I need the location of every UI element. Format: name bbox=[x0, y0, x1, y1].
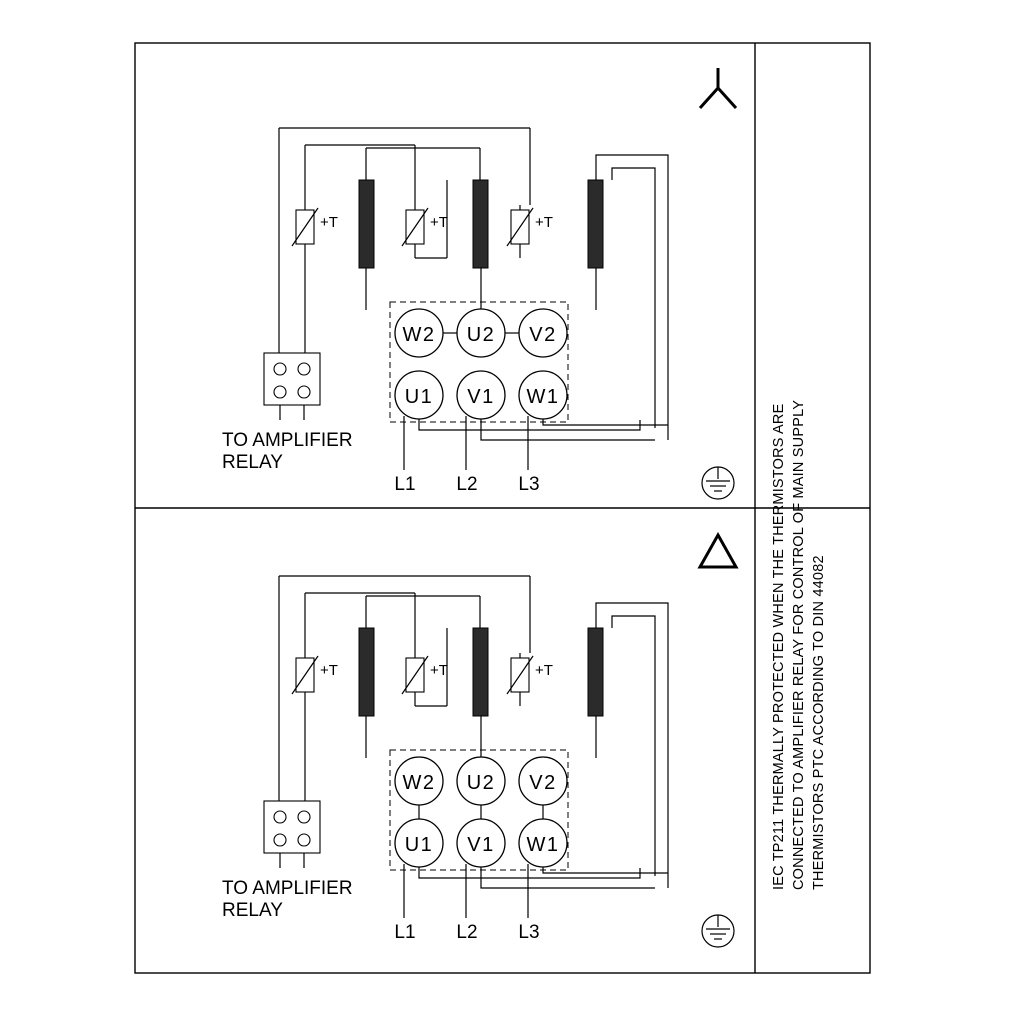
delta-triangle-symbol bbox=[700, 535, 736, 567]
svg-text:+T: +T bbox=[535, 214, 553, 231]
side-note bbox=[771, 400, 827, 890]
amplifier-relay-label-line1: TO AMPLIFIER bbox=[222, 430, 353, 451]
svg-text:W1: W1 bbox=[526, 386, 560, 408]
terminal-U1 bbox=[395, 819, 443, 867]
amplifier-relay-label-line2: RELAY bbox=[222, 900, 283, 921]
supply-lines bbox=[394, 864, 668, 943]
terminal-U1 bbox=[395, 371, 443, 419]
amplifier-relay-label-line1: TO AMPLIFIER bbox=[222, 878, 353, 899]
svg-text:L2: L2 bbox=[456, 474, 478, 495]
svg-text:+T: +T bbox=[430, 214, 448, 231]
svg-text:V2: V2 bbox=[529, 772, 557, 794]
winding-3 bbox=[588, 603, 668, 888]
earth-ground-icon bbox=[702, 915, 734, 947]
svg-text:V2: V2 bbox=[529, 324, 557, 346]
terminal-block-4-pin bbox=[264, 353, 320, 420]
terminal-V2 bbox=[519, 757, 567, 805]
thermistor-2 bbox=[402, 208, 448, 246]
svg-text:W2: W2 bbox=[402, 772, 436, 794]
side-note-line-1: IEC TP211 THERMALLY PROTECTED WHEN THE THERMISTORS ARE bbox=[771, 403, 787, 890]
svg-text:+T: +T bbox=[535, 662, 553, 679]
svg-text:L3: L3 bbox=[518, 474, 540, 495]
svg-text:L1: L1 bbox=[394, 474, 416, 495]
svg-text:W1: W1 bbox=[526, 834, 560, 856]
terminal-V1 bbox=[457, 371, 505, 419]
svg-text:+T: +T bbox=[320, 662, 338, 679]
terminal-V1 bbox=[457, 819, 505, 867]
svg-text:U2: U2 bbox=[466, 324, 496, 346]
svg-text:V1: V1 bbox=[467, 834, 495, 856]
amplifier-relay-label-line2: RELAY bbox=[222, 452, 283, 473]
earth-ground-icon bbox=[702, 467, 734, 499]
svg-text:V1: V1 bbox=[467, 386, 495, 408]
winding-2 bbox=[473, 180, 488, 310]
thermistor-2 bbox=[402, 656, 448, 694]
panel-star bbox=[222, 68, 736, 499]
star-y-symbol bbox=[700, 68, 736, 108]
svg-text:W2: W2 bbox=[402, 324, 436, 346]
terminal-U2 bbox=[457, 309, 505, 357]
terminal-V2 bbox=[519, 309, 567, 357]
thermistor-1 bbox=[292, 656, 338, 694]
thermistor-1 bbox=[292, 208, 338, 246]
supply-lines bbox=[394, 416, 668, 495]
terminal-block-4-pin bbox=[264, 801, 320, 868]
svg-text:L3: L3 bbox=[518, 922, 540, 943]
winding-3 bbox=[588, 155, 668, 440]
winding-2 bbox=[473, 628, 488, 758]
winding-1 bbox=[359, 628, 374, 758]
svg-text:L1: L1 bbox=[394, 922, 416, 943]
side-note-line-3: THERMISTORS PTC ACCORDING TO DIN 44082 bbox=[811, 555, 827, 890]
thermistor-3 bbox=[507, 656, 553, 694]
thermistor-3 bbox=[507, 208, 553, 246]
svg-text:U1: U1 bbox=[404, 386, 434, 408]
svg-text:U2: U2 bbox=[466, 772, 496, 794]
terminal-W2 bbox=[395, 757, 443, 805]
svg-text:L2: L2 bbox=[456, 922, 478, 943]
terminal-U2 bbox=[457, 757, 505, 805]
svg-text:U1: U1 bbox=[404, 834, 434, 856]
panel-delta bbox=[222, 535, 736, 947]
terminal-W1 bbox=[519, 819, 567, 867]
terminal-W2 bbox=[395, 309, 443, 357]
winding-1 bbox=[359, 180, 374, 310]
side-note-line-2: CONNECTED TO AMPLIFIER RELAY FOR CONTROL OF MAIN SUPPLY bbox=[791, 399, 807, 890]
svg-text:+T: +T bbox=[320, 214, 338, 231]
svg-text:+T: +T bbox=[430, 662, 448, 679]
terminal-W1 bbox=[519, 371, 567, 419]
